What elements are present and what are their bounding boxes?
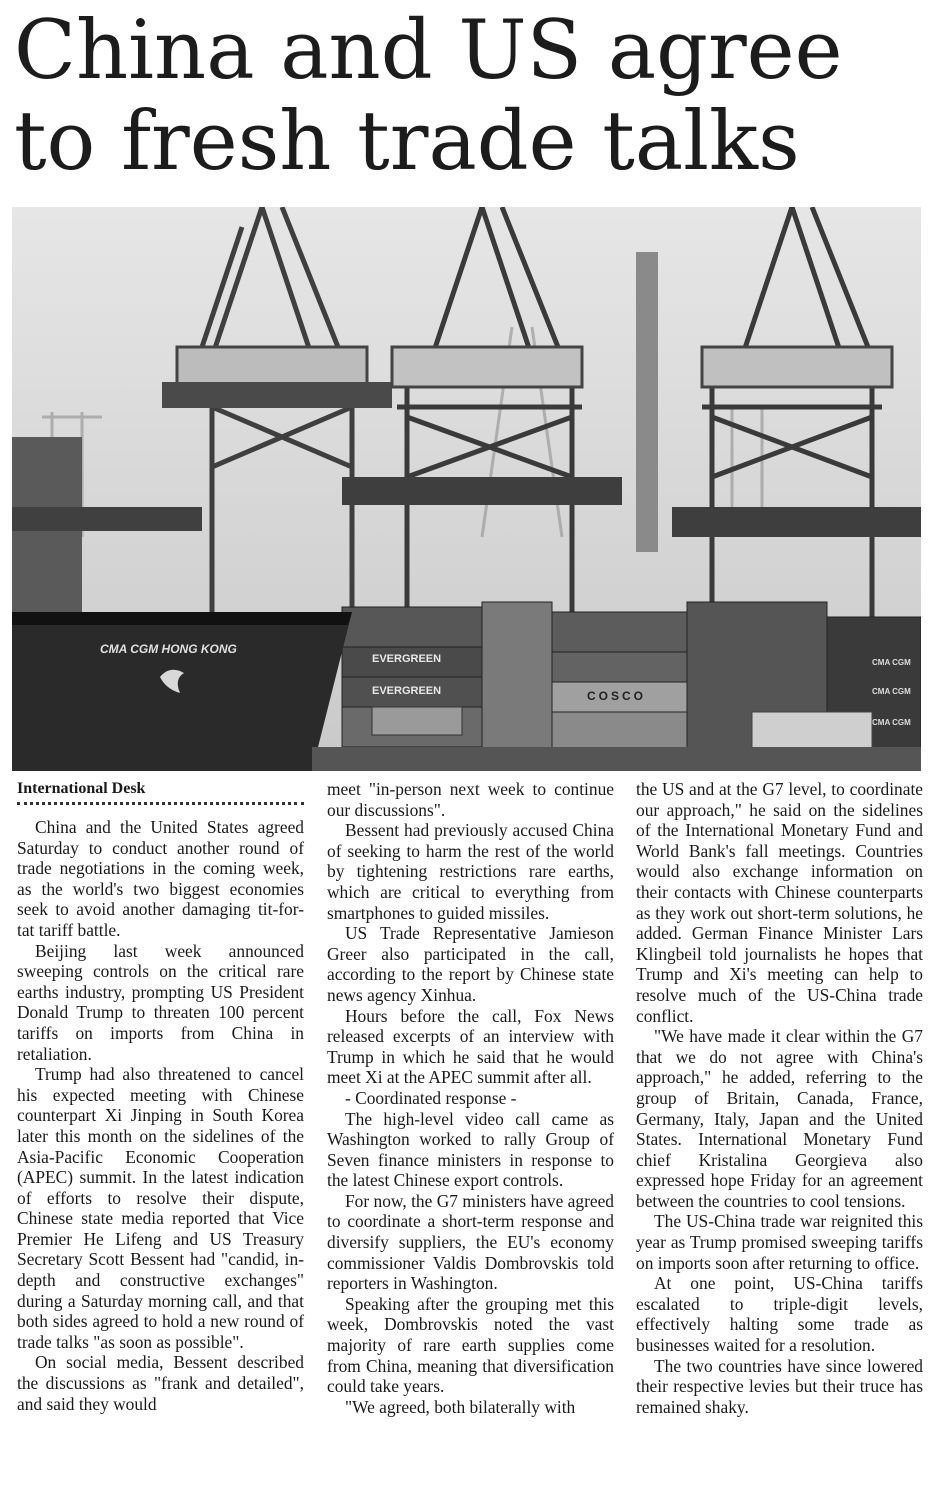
article-column-1 xyxy=(17,780,304,1414)
container-label: EVERGREEN xyxy=(372,653,442,665)
paragraph: On social media, Bessent described the discussions as "frank and detailed", and said they would xyxy=(17,1352,304,1414)
paragraph: Bessent had previously accused China of seeking to harm the rest of the world by tightening restrictions rare earths, which are critical to everything from smartphones to guided missiles. xyxy=(327,820,614,923)
container-label: CMA CGM xyxy=(872,658,911,667)
paragraph: "We agreed, both bilaterally with xyxy=(345,1396,576,1417)
container-label: EVERGREEN xyxy=(372,685,442,697)
paragraph: "We have made it clear within the G7 that we do not agree with China's approach," he added, referring to the group of Britain, Canada, France, Germany, Italy, Japan and the United States. International Monetary Fund chief Kristalina Georgieva also expressed hope Friday for an agreement between the countries to cool tensions. xyxy=(636,1026,923,1211)
byline: International Desk xyxy=(17,780,304,805)
subheading: - Coordinated response - xyxy=(345,1087,517,1108)
paragraph: The high-level video call came as Washington worked to rally Group of Seven finance ministers in response to the latest Chinese export controls. xyxy=(327,1108,614,1191)
container-label: COSCO xyxy=(587,689,647,703)
paragraph: Beijing last week announced sweeping controls on the critical rare earths industry, prompting US President Donald Trump to threaten 100 percent tariffs on imports from China in retaliation. xyxy=(17,940,304,1064)
paragraph: China and the United States agreed Saturday to conduct another round of trade negotiations in the coming week, as the world's two biggest economies seek to avoid another damaging tit-for-tat tariff battle. xyxy=(17,817,304,940)
article-column-3 xyxy=(636,779,923,1417)
headline: China and US agree to fresh trade talks xyxy=(14,4,843,189)
container-label: CMA CGM xyxy=(872,718,911,727)
paragraph: The US-China trade war reignited this year as Trump promised sweeping tariffs on imports soon after returning to office. xyxy=(636,1211,923,1273)
paragraph: At one point, US-China tariffs escalated to triple-digit levels, effectively halting some trade as businesses waited for a resolution. xyxy=(636,1273,923,1356)
container-label: CMA CGM xyxy=(872,687,911,696)
paragraph: US Trade Representative Jamieson Greer also participated in the call, according to the report by Chinese state news agency Xinhua. xyxy=(327,923,614,1005)
paragraph: Hours before the call, Fox News released excerpts of an interview with Trump in which he said that he would meet Xi at the APEC summit after all. xyxy=(327,1005,614,1088)
paragraph: the US and at the G7 level, to coordinate our approach," he said on the sidelines of the International Monetary Fund and World Bank's fall meetings. Countries would also exchange information on their contacts with Chinese counterparts as they work out short-term solutions, he added. German Finance Minister Lars Klingbeil told journalists he hopes that Trump and Xi's meeting can help to resolve much of the US-China trade conflict. xyxy=(636,779,923,1026)
paragraph: Trump had also threatened to cancel his expected meeting with Chinese counterpart Xi Jinping in South Korea later this month on the sidelines of the Asia-Pacific Economic Cooperation (APEC) summit. In the latest indication of efforts to resolve their dispute, Chinese state media reported that Vice Premier He Lifeng and US Treasury Secretary Scott Bessent had "candid, in-depth and constructive exchanges" during a Saturday morning call, and that both sides agreed to hold a new round of trade talks "as soon as possible". xyxy=(17,1064,304,1352)
ship-name-label: CMA CGM HONG KONG xyxy=(100,642,237,656)
paragraph: Speaking after the grouping met this week, Dombrovskis noted the vast majority of rare earth supplies come from China, meaning that diversification could take years. xyxy=(327,1293,614,1397)
paragraph: For now, the G7 ministers have agreed to coordinate a short-term response and diversify suppliers, the EU's economy commissioner Valdis Dombrovskis told reporters in Washington. xyxy=(327,1190,614,1294)
paragraph: meet "in-person next week to continue our discussions". xyxy=(327,779,614,820)
news-photo-port-cranes xyxy=(12,207,921,771)
article-column-2 xyxy=(327,779,614,1417)
paragraph: The two countries have since lowered their respective levies but their truce has remained shaky. xyxy=(636,1355,923,1417)
